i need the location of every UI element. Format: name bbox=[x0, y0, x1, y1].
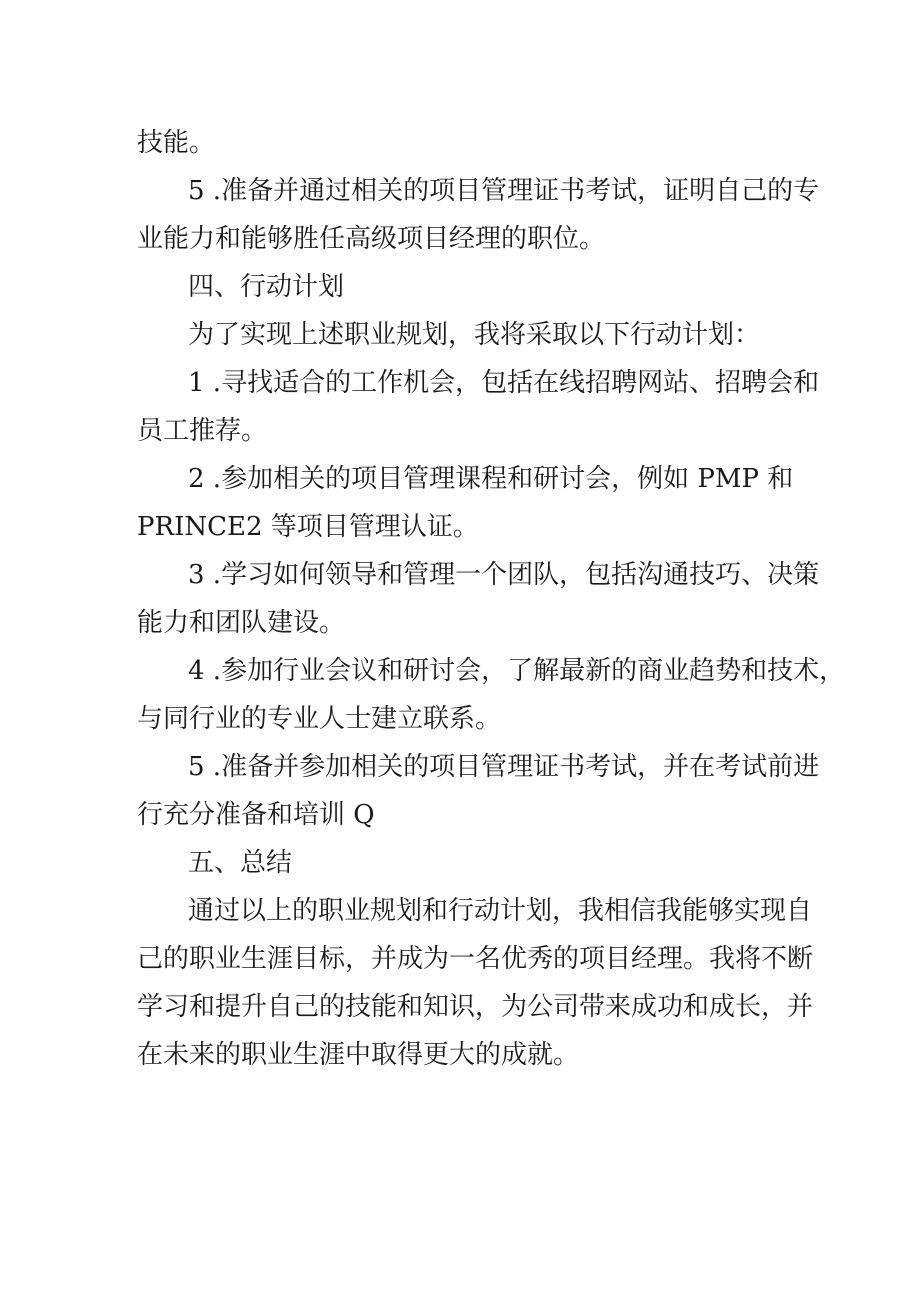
section-heading-action-plan: 四、行动计划 bbox=[188, 272, 345, 302]
list-item-3-line-2: 能力和团队建设。 bbox=[137, 608, 346, 638]
summary-line-4: 在未来的职业生涯中取得更大的成就。 bbox=[137, 1040, 580, 1070]
list-item-4-line-2: 与同行业的专业人士建立联系。 bbox=[137, 704, 502, 734]
text-line: 技能。 bbox=[137, 128, 216, 158]
list-item-5-line-1: 5 .准备并通过相关的项目管理证书考试，证明自己的专 bbox=[188, 176, 820, 206]
list-item-3-line-1: 3 .学习如何领导和管理一个团队，包括沟通技巧、决策 bbox=[188, 560, 820, 590]
paragraph-intro: 为了实现上述职业规划，我将采取以下行动计划： bbox=[188, 320, 761, 350]
list-item-5-line-2: 业能力和能够胜任高级项目经理的职位。 bbox=[137, 224, 606, 254]
list-item-1-line-1: 1 .寻找适合的工作机会，包括在线招聘网站、招聘会和 bbox=[188, 368, 820, 398]
list-item-1-line-2: 员工推荐。 bbox=[137, 416, 268, 446]
list-item-2-line-2: PRINCE2 等项目管理认证。 bbox=[137, 512, 479, 542]
list-item-2-line-1: 2 .参加相关的项目管理课程和研讨会，例如 PMP 和 bbox=[188, 464, 794, 494]
list-item-4-line-1: 4 .参加行业会议和研讨会，了解最新的商业趋势和技术， bbox=[188, 656, 846, 686]
list-item-5b-line-2: 行充分准备和培训 Q bbox=[137, 800, 375, 830]
list-item-5b-line-1: 5 .准备并参加相关的项目管理证书考试，并在考试前进 bbox=[188, 752, 820, 782]
section-heading-summary: 五、总结 bbox=[188, 848, 293, 878]
summary-line-2: 己的职业生涯目标，并成为一名优秀的项目经理。我将不断 bbox=[137, 944, 814, 974]
summary-line-1: 通过以上的职业规划和行动计划，我相信我能够实现自 bbox=[188, 896, 813, 926]
summary-line-3: 学习和提升自己的技能和知识，为公司带来成功和成长，并 bbox=[137, 992, 814, 1022]
